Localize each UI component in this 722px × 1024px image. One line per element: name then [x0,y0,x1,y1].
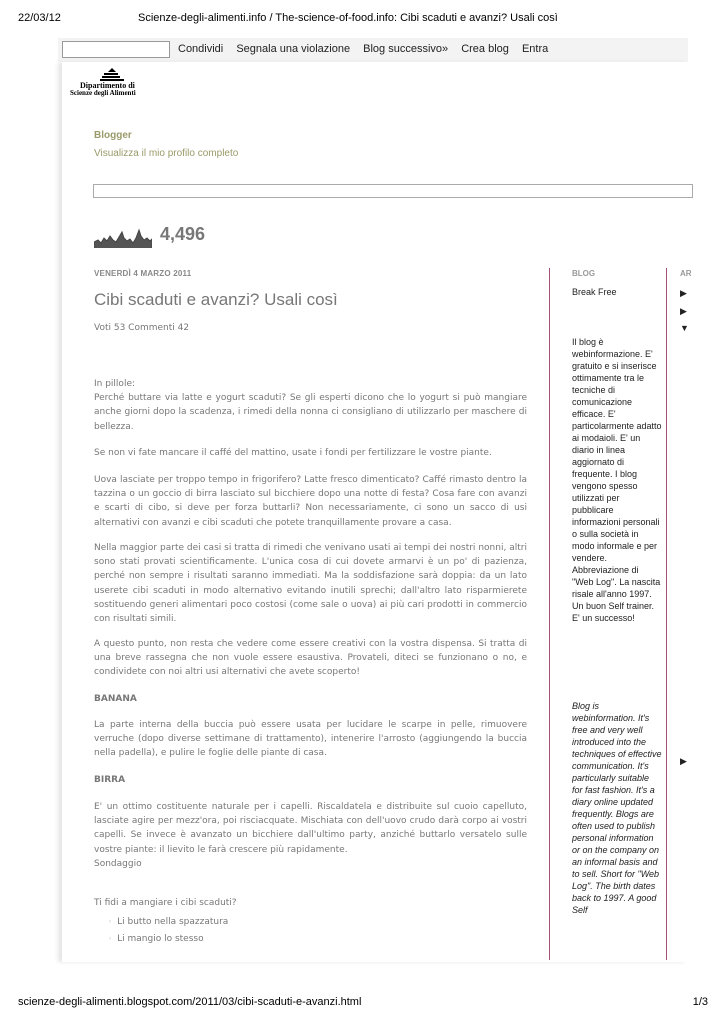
sidebar-description-en: Blog is webinformation. It's free and very well introduced into the techniques of effective communication. It's particularly suitable for fast fashion. It's a diary online updated frequently. Blogs are often used to publish personal information or on the company on an informal basis and to sell. Short for "Web Log". The birth dates back to 1997. A good Self [572,701,662,915]
print-page-number: 1/3 [692,996,708,1008]
counter-value: 4,496 [160,224,206,244]
sidebar-divider [549,268,550,960]
sign-in-link[interactable]: Entra [521,43,549,55]
print-date: 22/03/12 [18,12,61,24]
poll-question: Ti fidi a mangiare i cibi scaduti? [94,898,237,908]
break-free-link[interactable]: Break Free [572,287,617,297]
profile-name[interactable]: Blogger [94,130,132,141]
section-heading-banana: BANANA [94,694,137,704]
post-paragraph: A questo punto, non resta che vedere come essere creativi con la vostra dispensa. Si tratta di una breve rassegna che non vuole essere esaustiva. Provateli, diteci se funzionano o no, e condividete con noi altri usi alternativi che avete scoperto! [94,639,527,678]
gadget-box [93,184,693,198]
poll-options [108,914,228,947]
archive-expand-icon[interactable]: ▶ [680,288,687,298]
post-date: VENERDÌ 4 MARZO 2011 [94,269,192,278]
profile-link[interactable]: Visualizza il mio profilo completo [94,148,239,159]
archive-collapse-icon[interactable]: ▼ [680,323,689,333]
post-paragraph: Se non vi fate mancare il caffé del mattino, usate i fondi per fertilizzare le vostre piante. [94,448,492,458]
sidebar-heading: BLOG [572,269,596,278]
post-paragraph: La parte interna della buccia può essere usata per lucidare le scarpe in pelle, rimuovere verruche (dopo diverse settimane di trattamento), intenerire l'arrosto (aggiungendo la buccia nella padella), e pulire le foglie delle piante di casa. [94,720,527,759]
archive-heading: AR [680,269,692,278]
post-paragraph: E' un ottimo costituente naturale per i capelli. Riscaldatela e distribuite sul cuoio capelluto, lasciate agire per mezz'ora, poi risciacquate. Mischiata con dell'uovo crudo darà corpo ai vostri capelli. Se invece è avanzato un bicchiere dall'ultimo party, anziché buttarlo versatelo sulle vostre piante: il lievito le farà crescere più rapidamente. Sondaggio [94,802,527,869]
create-blog-link[interactable]: Crea blog [461,43,509,55]
post-paragraph: Nella maggior parte dei casi si tratta di rimedi che venivano usati ai tempi dei nostri nonni, altri sono stati provati scientificamente. L'unica cosa di cui dovete armarvi è un po' di pazienza, perché non sempre i risultati saranno immediati. Ma la soddisfazione sarà doppia: da un lato userete cibi scaduti in modo alternativo evitando inutili sprechi; dall'altro lato risparmierete sostituendo generi alimentari poco costosi (come sale o uova) ai più cari prodotti in commercio con risultati simili. [94,543,527,625]
sidebar-description-it: Il blog è webinformazione. E' gratuito e si inserisce ottimamente tra le tecniche di comunicazione efficace. E' particolarmente adatto ai modaioli. E' un diario in linea aggiornato di frequente. I blog vengono spesso utilizzati per pubblicare informazioni personali o sulla società in modo informale e per vendere. Abbreviazione di "Web Log". La nascita risale all'anno 1997. Un buon Self trainer. E' un successo! [572,337,662,623]
sidebar-divider [666,268,667,960]
post-paragraph: Uova lasciate per troppo tempo in frigorifero? Latte fresco dimenticato? Caffé rimasto dentro la tazzina o un goccio di birra lasciato sul bicchiere dopo una notte di festa? Cosa fare con avanzi e scarti di cibo, si deve per forza buttarli? Non necessariamente, ci sono un sacco di usi alternativi con avanzi e cibi scaduti che potete tranquillamente provare a casa. [94,475,527,528]
poll-option[interactable]: ◦ Li butto nella spazzatura [108,914,228,931]
print-title: Scienze-degli-alimenti.info / The-science-of-food.info: Cibi scaduti e avanzi? Usali così [138,12,558,24]
report-abuse-link[interactable]: Segnala una violazione [236,43,351,55]
logo-line-1: Dipartimento di [80,81,135,90]
print-url: scienze-degli-alimenti.blogspot.com/2011/03/cibi-scaduti-e-avanzi.html [18,996,362,1008]
next-blog-link[interactable]: Blog successivo» [363,43,449,55]
share-link[interactable]: Condividi [178,43,224,55]
poll-option[interactable]: ◦ Li mangio lo stesso [108,931,228,948]
post-meta: Voti 53 Commenti 42 [94,323,190,333]
section-heading-birra: BIRRA [94,775,126,785]
navbar-links [178,43,558,55]
search-input[interactable] [62,41,170,58]
post-title[interactable]: Cibi scaduti e avanzi? Usali così [94,290,338,309]
sparkline-icon [94,226,152,248]
archive-expand-icon[interactable]: ▶ [680,306,687,316]
archive-expand-icon[interactable]: ▶ [680,756,687,766]
logo-emblem-icon [100,68,124,81]
post-paragraph: In pillole: Perché buttare via latte e yogurt scaduti? Se gli esperti dicono che lo yogurt si può mangiare anche giorni dopo la scadenza, i rimedi della nonna ci consigliano di utilizzarlo per maschere di bellezza. [94,379,527,432]
blogger-navbar [58,38,688,62]
department-logo [70,68,160,102]
logo-line-2: Scienze degli Alimenti [70,89,136,97]
